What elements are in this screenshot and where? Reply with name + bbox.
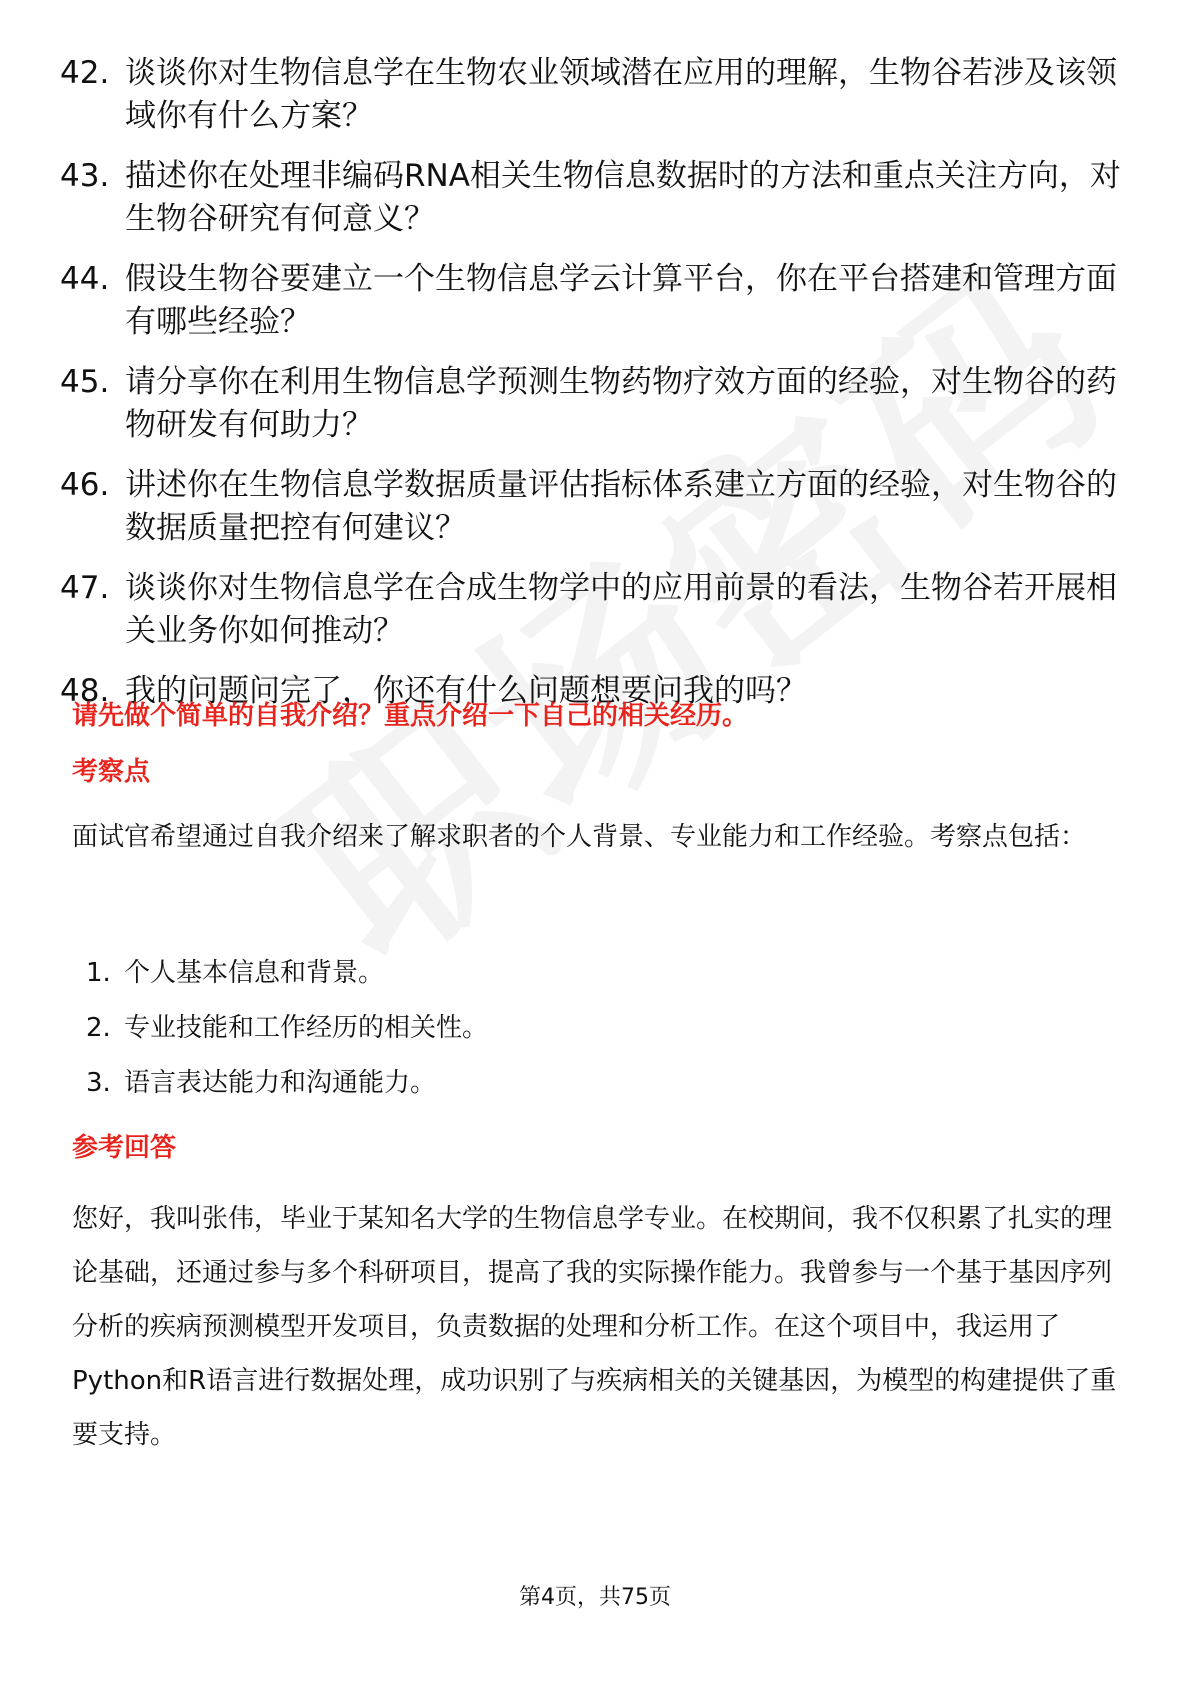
question-number: 44. bbox=[60, 261, 110, 297]
question-text: 讲述你在生物信息学数据质量评估指标体系建立方面的经验，对生物谷的数据质量把控有何建议？ bbox=[125, 467, 1117, 546]
question-number: 45. bbox=[60, 364, 110, 400]
list-item bbox=[86, 955, 1086, 991]
question-number: 47. bbox=[60, 570, 110, 606]
exam-points-list bbox=[86, 955, 1086, 1120]
question-item bbox=[60, 361, 1130, 447]
question-text: 描述你在处理非编码RNA相关生物信息数据时的方法和重点关注方向，对生物谷研究有何意义？ bbox=[125, 158, 1121, 237]
list-item bbox=[86, 1065, 1086, 1101]
list-number: 2. bbox=[86, 1013, 111, 1043]
list-text: 个人基本信息和背景。 bbox=[124, 958, 385, 988]
list-text: 语言表达能力和沟通能力。 bbox=[124, 1068, 437, 1098]
reference-answer-text: 您好，我叫张伟，毕业于某知名大学的生物信息学专业。在校期间，我不仅积累了扎实的理论基础，还通过参与多个科研项目，提高了我的实际操作能力。我曾参与一个基于基因序列分析的疾病预测模型开发项目，负责数据的处理和分析工作。在这个项目中，我运用了Python和R语言进行数据处理，成功识别了与疾病相关的关键基因，为模型的构建提供了重要支持。 bbox=[72, 1204, 1117, 1450]
question-list bbox=[60, 52, 1130, 730]
question-item bbox=[60, 155, 1130, 241]
question-text: 假设生物谷要建立一个生物信息学云计算平台，你在平台搭建和管理方面有哪些经验？ bbox=[125, 261, 1117, 340]
exam-points-title: 考察点 bbox=[72, 757, 151, 787]
question-number: 46. bbox=[60, 467, 110, 503]
question-item bbox=[60, 258, 1130, 344]
page-number: 第4页，共75页 bbox=[519, 1585, 671, 1610]
question-number: 43. bbox=[60, 158, 110, 194]
question-heading: 请先做个简单的自我介绍？重点介绍一下自己的相关经历。 bbox=[72, 701, 749, 731]
question-number: 48. bbox=[60, 673, 110, 709]
list-number: 3. bbox=[86, 1068, 111, 1098]
question-text: 谈谈你对生物信息学在生物农业领域潜在应用的理解，生物谷若涉及该领域你有什么方案？ bbox=[125, 55, 1117, 134]
question-item bbox=[60, 52, 1130, 138]
reference-answer-title: 参考回答 bbox=[72, 1133, 177, 1163]
question-text: 我的问题问完了，你还有什么问题想要问我的吗？ bbox=[125, 673, 807, 709]
question-text: 请分享你在利用生物信息学预测生物药物疗效方面的经验，对生物谷的药物研发有何助力？ bbox=[125, 364, 1117, 443]
list-item bbox=[86, 1010, 1086, 1046]
question-number: 42. bbox=[60, 55, 110, 91]
question-item bbox=[60, 464, 1130, 550]
list-text: 专业技能和工作经历的相关性。 bbox=[124, 1013, 489, 1043]
exam-points-intro: 面试官希望通过自我介绍来了解求职者的个人背景、专业能力和工作经验。考察点包括： bbox=[72, 822, 1087, 852]
list-number: 1. bbox=[86, 958, 111, 988]
question-text: 谈谈你对生物信息学在合成生物学中的应用前景的看法，生物谷若开展相关业务你如何推动？ bbox=[125, 570, 1117, 649]
question-item bbox=[60, 567, 1130, 653]
